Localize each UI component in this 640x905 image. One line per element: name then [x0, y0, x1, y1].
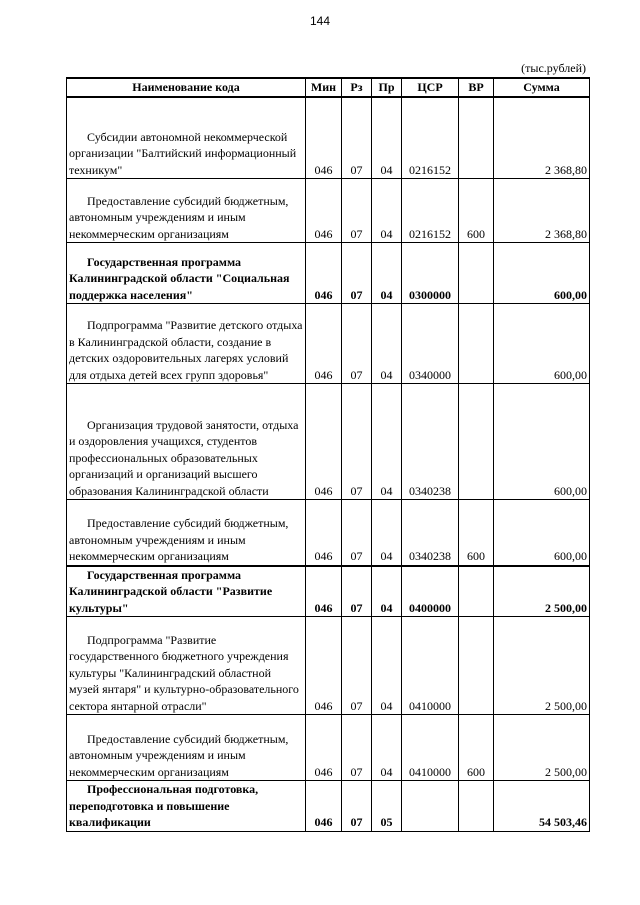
row-csr-cell: 0340000	[402, 304, 459, 384]
row-rz-cell: 07	[342, 617, 372, 715]
row-vr-cell	[459, 304, 494, 384]
row-sum-cell: 600,00	[494, 384, 590, 500]
table-body	[67, 97, 590, 832]
row-name-cell	[67, 500, 306, 566]
row-vr-cell: 600	[459, 715, 494, 781]
table-header-row	[67, 78, 590, 97]
table-row	[67, 500, 590, 566]
row-sum-cell: 54 503,46	[494, 781, 590, 832]
row-rz-cell: 07	[342, 781, 372, 832]
row-name-cell	[67, 781, 306, 832]
row-rz-cell: 07	[342, 97, 372, 179]
row-name-text: Предоставление субсидий бюджетным, автономным учреждениям и иным некоммерческим организациям	[69, 516, 289, 563]
table-row	[67, 384, 590, 500]
row-min-cell: 046	[306, 304, 342, 384]
table-row	[67, 304, 590, 384]
table-row	[67, 566, 590, 617]
row-csr-cell	[402, 781, 459, 832]
row-sum-cell: 600,00	[494, 500, 590, 566]
header-min: Мин	[306, 78, 342, 97]
table-row	[67, 179, 590, 243]
table-row	[67, 781, 590, 832]
row-rz-cell: 07	[342, 304, 372, 384]
row-pr-cell: 05	[372, 781, 402, 832]
row-csr-cell: 0216152	[402, 97, 459, 179]
row-name-cell	[67, 179, 306, 243]
row-sum-cell: 2 500,00	[494, 617, 590, 715]
row-pr-cell: 04	[372, 384, 402, 500]
row-sum-cell: 2 368,80	[494, 97, 590, 179]
row-name-text: Государственная программа Калининградской области "Социальная поддержка населения"	[69, 254, 290, 302]
row-min-cell: 046	[306, 179, 342, 243]
row-min-cell: 046	[306, 781, 342, 832]
row-min-cell: 046	[306, 500, 342, 566]
row-name-cell	[67, 715, 306, 781]
row-pr-cell: 04	[372, 304, 402, 384]
row-name-text: Государственная программа Калининградской области "Развитие культуры"	[69, 567, 273, 615]
row-name-cell	[67, 566, 306, 617]
row-sum-cell: 600,00	[494, 304, 590, 384]
row-rz-cell: 07	[342, 500, 372, 566]
row-csr-cell: 0340238	[402, 500, 459, 566]
row-min-cell: 046	[306, 243, 342, 304]
table-row	[67, 715, 590, 781]
row-min-cell: 046	[306, 566, 342, 617]
row-csr-cell: 0400000	[402, 566, 459, 617]
row-name-text: Организация трудовой занятости, отдыха и оздоровления учащихся, студентов профессиональных образовательных организаций и организаций высшего образования Калининградской области	[69, 417, 299, 498]
row-vr-cell	[459, 97, 494, 179]
row-pr-cell: 04	[372, 715, 402, 781]
row-pr-cell: 04	[372, 243, 402, 304]
units-label: (тыс.рублей)	[521, 61, 586, 75]
row-vr-cell	[459, 243, 494, 304]
row-rz-cell: 07	[342, 566, 372, 617]
row-vr-cell	[459, 384, 494, 500]
row-vr-cell: 600	[459, 179, 494, 243]
row-rz-cell: 07	[342, 715, 372, 781]
row-csr-cell: 0300000	[402, 243, 459, 304]
row-sum-cell: 2 500,00	[494, 566, 590, 617]
row-pr-cell: 04	[372, 179, 402, 243]
row-vr-cell	[459, 617, 494, 715]
row-name-text: Профессиональная подготовка, переподготовка и повышение квалификации	[69, 782, 259, 829]
row-pr-cell: 04	[372, 97, 402, 179]
row-csr-cell: 0216152	[402, 179, 459, 243]
row-vr-cell	[459, 566, 494, 617]
row-csr-cell: 0410000	[402, 715, 459, 781]
header-name: Наименование кода	[67, 78, 306, 97]
row-min-cell: 046	[306, 384, 342, 500]
row-vr-cell: 600	[459, 500, 494, 566]
table-row	[67, 97, 590, 179]
row-name-cell	[67, 97, 306, 179]
header-vr: ВР	[459, 78, 494, 97]
row-name-text: Подпрограмма "Развитие детского отдыха в Калининградской области, создание в детских оздоровительных лагерях условий для отдыха детей всех групп здоровья"	[69, 318, 303, 382]
table-row	[67, 243, 590, 304]
row-name-cell	[67, 304, 306, 384]
page-number: 144	[309, 14, 331, 28]
row-pr-cell: 04	[372, 566, 402, 617]
row-sum-cell: 2 368,80	[494, 179, 590, 243]
row-csr-cell: 0340238	[402, 384, 459, 500]
row-min-cell: 046	[306, 617, 342, 715]
row-name-text: Подпрограмма "Развитие государственного бюджетного учреждения культуры "Калининградский областной музей янтаря" и культурно-образовательного сектора янтарной отрасли"	[69, 632, 299, 713]
row-name-text: Субсидии автономной некоммерческой организации "Балтийский информационный техникум"	[69, 129, 297, 177]
row-name-cell	[67, 384, 306, 500]
header-rz: Рз	[342, 78, 372, 97]
row-sum-cell: 600,00	[494, 243, 590, 304]
row-rz-cell: 07	[342, 243, 372, 304]
row-min-cell: 046	[306, 715, 342, 781]
row-sum-cell: 2 500,00	[494, 715, 590, 781]
row-name-cell	[67, 617, 306, 715]
row-name-text: Предоставление субсидий бюджетным, автономным учреждениям и иным некоммерческим организациям	[69, 193, 289, 241]
row-name-text: Предоставление субсидий бюджетным, автономным учреждениям и иным некоммерческим организациям	[69, 731, 289, 779]
row-rz-cell: 07	[342, 179, 372, 243]
header-pr: Пр	[372, 78, 402, 97]
row-name-cell	[67, 243, 306, 304]
header-csr: ЦСР	[402, 78, 459, 97]
header-sum: Сумма	[494, 78, 590, 97]
row-rz-cell: 07	[342, 384, 372, 500]
row-pr-cell: 04	[372, 500, 402, 566]
row-vr-cell	[459, 781, 494, 832]
row-min-cell: 046	[306, 97, 342, 179]
row-csr-cell: 0410000	[402, 617, 459, 715]
row-pr-cell: 04	[372, 617, 402, 715]
budget-table	[66, 77, 590, 832]
table-row	[67, 617, 590, 715]
